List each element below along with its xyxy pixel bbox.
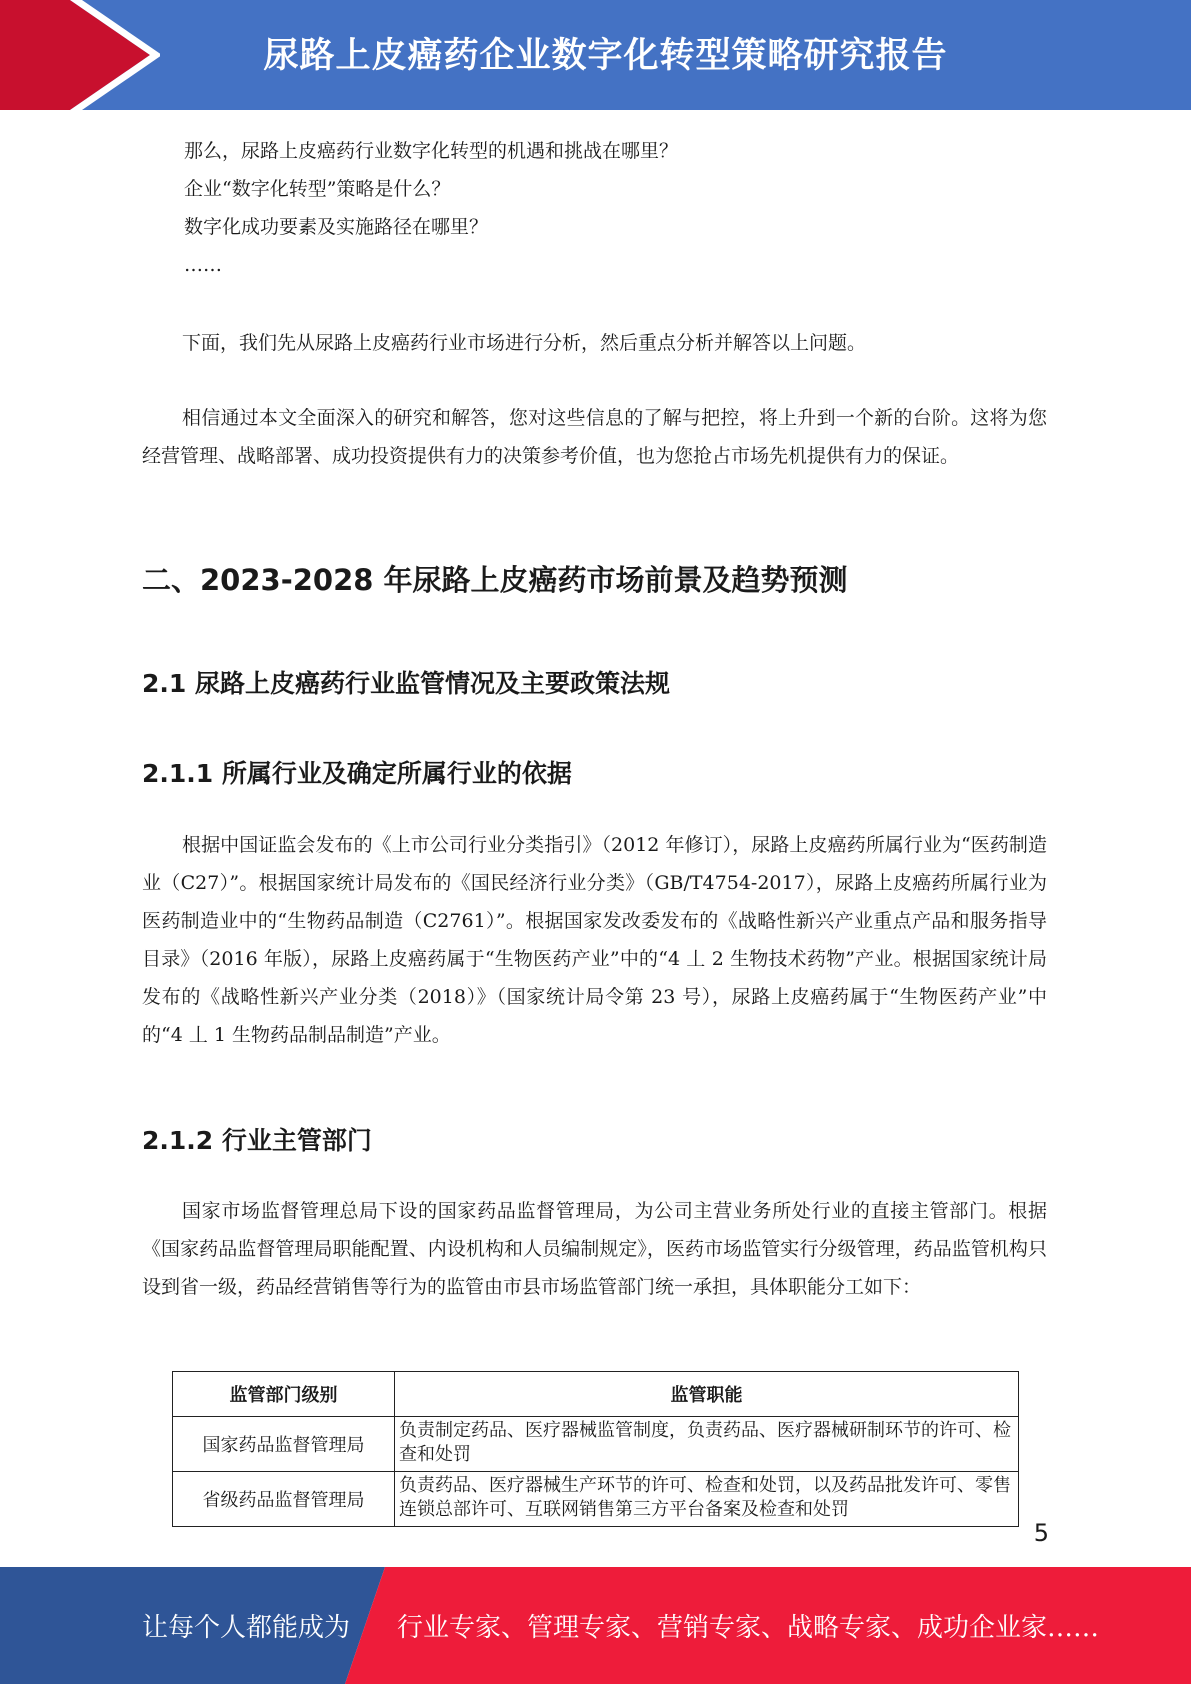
question-1: 那么，尿路上皮癌药行业数字化转型的机遇和挑战在哪里？ — [184, 140, 679, 162]
subsection-heading-2-1-2: 2.1.2 行业主管部门 — [142, 1126, 372, 1155]
dept-cell: 国家药品监督管理局 — [173, 1417, 395, 1472]
intro-paragraph-1: 下面，我们先从尿路上皮癌药行业市场进行分析，然后重点分析并解答以上问题。 — [182, 332, 867, 354]
question-2: 企业“数字化转型”策略是什么？ — [184, 178, 451, 200]
question-3: 数字化成功要素及实施路径在哪里？ — [184, 216, 489, 238]
table-header-row — [173, 1372, 1019, 1417]
footer-slogan-right: 行业专家、管理专家、营销专家、战略专家、成功企业家…… — [397, 1613, 1100, 1643]
column-header-duty: 监管职能 — [395, 1372, 1019, 1417]
regulator-paragraph: 国家市场监督管理总局下设的国家药品监督管理局，为公司主营业务所处行业的直接主管部门。根据《国家药品监督管理局职能配置、内设机构和人员编制规定》，医药市场监管实行分级管理，药品监管机构只设到省一级，药品经营销售等行为的监管由市县市场监管部门统一承担，具体职能分工如下： — [142, 1200, 1047, 1298]
table-row — [173, 1472, 1019, 1527]
ellipsis: …… — [184, 254, 222, 276]
dept-cell: 省级药品监督管理局 — [173, 1472, 395, 1527]
subsection-heading-2-1: 2.1 尿路上皮癌药行业监管情况及主要政策法规 — [142, 669, 670, 698]
page-number: 5 — [1033, 1519, 1049, 1547]
subsection-heading-2-1-1: 2.1.1 所属行业及确定所属行业的依据 — [142, 759, 572, 788]
table-row — [173, 1417, 1019, 1472]
report-title: 尿路上皮癌药企业数字化转型策略研究报告 — [263, 36, 948, 76]
header-bar — [0, 0, 1191, 110]
intro-paragraph-2: 相信通过本文全面深入的研究和解答，您对这些信息的了解与把控，将上升到一个新的台阶。这将为您经营管理、战略部署、成功投资提供有力的决策参考价值，也为您抢占市场先机提供有力的保证。 — [142, 407, 1047, 467]
regulation-table — [172, 1371, 1019, 1527]
section-heading: 二、2023-2028 年尿路上皮癌药市场前景及趋势预测 — [142, 563, 848, 597]
intro-questions — [142, 132, 1047, 284]
duty-cell: 负责药品、医疗器械生产环节的许可、检查和处罚，以及药品批发许可、零售连锁总部许可、互联网销售第三方平台备案及检查和处罚 — [395, 1472, 1019, 1527]
duty-cell: 负责制定药品、医疗器械监管制度，负责药品、医疗器械研制环节的许可、检查和处罚 — [395, 1417, 1019, 1472]
column-header-dept: 监管部门级别 — [173, 1372, 395, 1417]
footer-slogan-left: 让每个人都能成为 — [142, 1613, 351, 1643]
industry-basis-paragraph: 根据中国证监会发布的《上市公司行业分类指引》（2012 年修订），尿路上皮癌药所属行业为“医药制造业（C27）”。根据国家统计局发布的《国民经济行业分类》（GB/T4754-2017），尿路上皮癌药所属行业为医药制造业中的“生物药品制造（C2761）”。根据国家发改委发布的《战略性新兴产业重点产品和服务指导目录》（2016 年版），尿路上皮癌药属于“生物医药产业”中的“4 丄 2 生物技术药物”产业。根据国家统计局发布的《战略性新兴产业分类（2018）》（国家统计局令第 23 号），尿路上皮癌药属于“生物医药产业”中的“4 丄 1 生物药品制品制造”产业。 — [142, 834, 1047, 1046]
footer-bar — [0, 1567, 1191, 1684]
